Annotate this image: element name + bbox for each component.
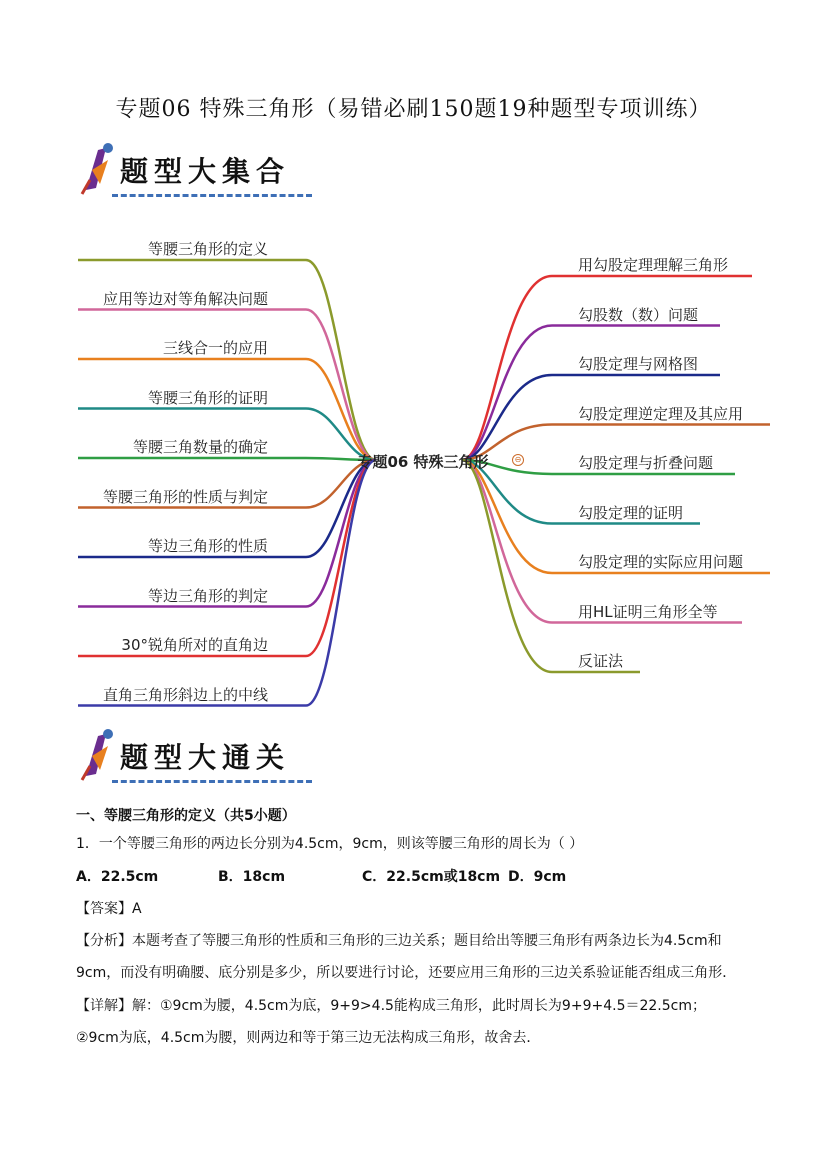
mind-map-center: 专题06 特殊三角形 [357, 453, 489, 471]
topic-right-2[interactable]: 勾股定理与网格图 [578, 355, 699, 373]
banner-title: 题型大通关 [120, 741, 291, 774]
topic-left-9[interactable]: 直角三角形斜边上的中线 [102, 685, 268, 704]
answer-line [76, 898, 142, 918]
topic-left-2[interactable]: 三线合一的应用 [162, 339, 268, 357]
topic-right-7[interactable]: 用HL证明三角形全等 [578, 602, 718, 621]
banner-collection [78, 140, 308, 202]
detail-text-1: 解：①9cm为腰，4.5cm为底，9+9>4.5能构成三角形，此时周长为9+9+4.5＝22.5cm； [132, 998, 706, 1014]
banner-underline [112, 780, 312, 783]
detail-tag: 【详解】 [76, 998, 132, 1014]
detail-line-1 [76, 995, 706, 1015]
banner-practice [78, 726, 308, 788]
branch-right-1 [462, 326, 720, 461]
branch-right-7 [462, 460, 742, 623]
analysis-tag: 【分析】 [76, 933, 132, 949]
answer-tag: 【答案】 [76, 901, 132, 917]
analysis-line-1 [76, 930, 722, 950]
pen-logo-icon [78, 726, 120, 782]
topic-right-4[interactable]: 勾股定理与折叠问题 [578, 454, 714, 472]
section-heading: 一、等腰三角形的定义（共5小题） [76, 808, 296, 824]
topic-right-1[interactable]: 勾股数（数）问题 [578, 305, 699, 324]
page-title: 专题06 特殊三角形（易错必刷150题19种题型专项训练） [115, 97, 712, 122]
topic-left-8[interactable]: 30°锐角所对的直角边 [121, 636, 268, 654]
mind-map [0, 210, 827, 710]
topic-left-7[interactable]: 等边三角形的判定 [147, 586, 268, 605]
topic-right-8[interactable]: 反证法 [578, 652, 624, 670]
analysis-text-1: 本题考查了等腰三角形的性质和三角形的三边关系；题目给出等腰三角形有两条边长为4.5cm和 [132, 933, 722, 949]
branch-left-4 [78, 458, 376, 460]
topic-right-0[interactable]: 用勾股定理理解三角形 [578, 256, 729, 274]
topic-left-6[interactable]: 等边三角形的性质 [147, 537, 268, 555]
detail-line-2: ②9cm为底，4.5cm为腰，则两边和等于第三边无法构成三角形，故舍去． [76, 1030, 541, 1046]
option-a: A．22.5cm [76, 869, 159, 885]
topic-left-4[interactable]: 等腰三角数量的确定 [132, 438, 268, 456]
topic-left-3[interactable]: 等腰三角形的证明 [147, 388, 268, 407]
question-1: 1．一个等腰三角形的两边长分别为4.5cm，9cm，则该等腰三角形的周长为（ ） [76, 836, 584, 852]
topic-left-5[interactable]: 等腰三角形的性质与判定 [102, 487, 268, 506]
option-d: D．9cm [508, 869, 567, 885]
banner-underline [112, 194, 312, 197]
topic-left-1[interactable]: 应用等边对等角解决问题 [102, 289, 268, 308]
collapse-icon[interactable]: ⊖ [512, 454, 524, 466]
topic-right-3[interactable]: 勾股定理逆定理及其应用 [578, 404, 744, 423]
topic-left-0[interactable]: 等腰三角形的定义 [147, 240, 268, 258]
pen-logo-icon [78, 140, 120, 196]
option-c: C．22.5cm或18cm [362, 869, 501, 885]
option-b: B．18cm [218, 869, 286, 885]
banner-title: 题型大集合 [120, 155, 291, 188]
answer-value: A [132, 901, 142, 917]
analysis-line-2: 9cm，而没有明确腰、底分别是多少，所以要进行讨论，还要应用三角形的三边关系验证能否组成三角形． [76, 965, 737, 981]
topic-right-6[interactable]: 勾股定理的实际应用问题 [578, 553, 744, 571]
topic-right-5[interactable]: 勾股定理的证明 [578, 503, 684, 522]
